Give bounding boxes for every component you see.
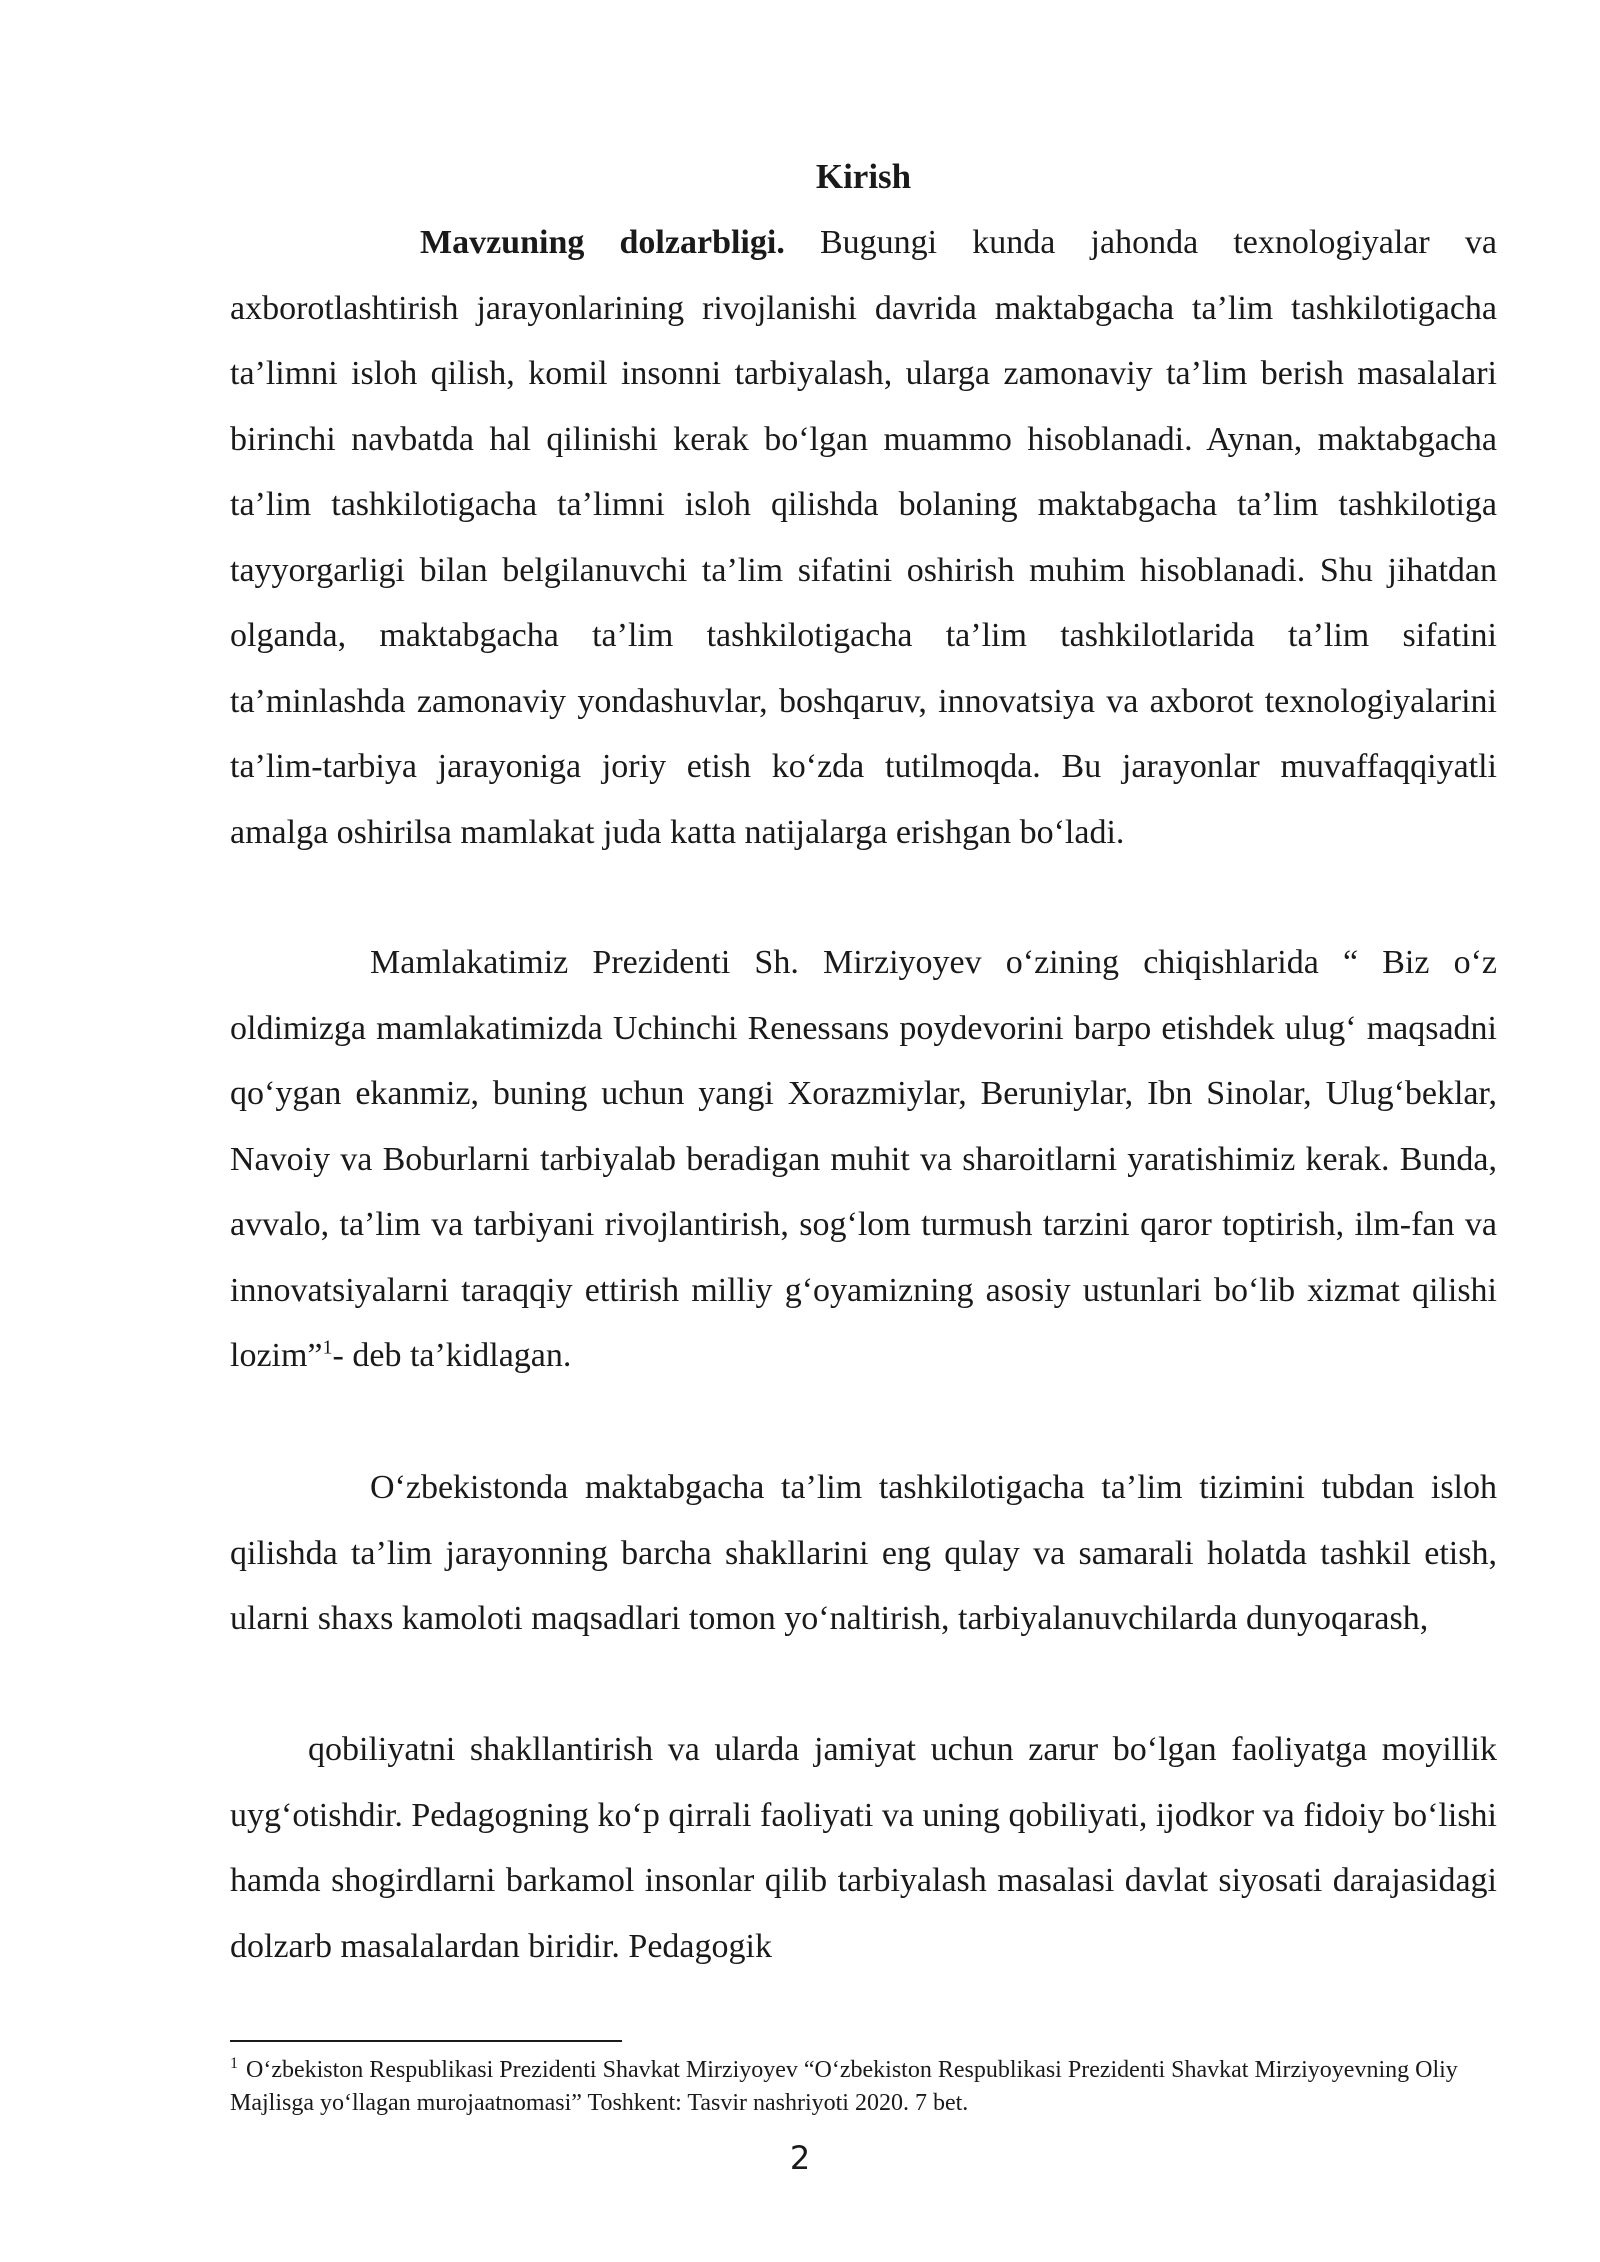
paragraph-reform	[230, 1455, 1497, 1652]
paragraph-abilities	[230, 1717, 1497, 1979]
paragraph-text: O‘zbekistonda maktabgacha ta’lim tashkilotigacha ta’lim tizimini tubdan isloh qilishda ta’lim jarayonning barcha shakllarini eng qulay va samarali holatda tashkil etish, ularni shaxs kamoloti maqsadlari tomon yo‘naltirish, tarbiyalanuvchilarda dunyoqarash,	[230, 1469, 1497, 1637]
paragraph-relevance	[230, 210, 1497, 865]
footnote-number: 1	[230, 2055, 238, 2072]
paragraph-text: qobiliyatni shakllantirish va ularda jamiyat uchun zarur bo‘lgan faoliyatga moyillik uyg‘otishdir. Pedagogning ko‘p qirrali faoliyati va uning qobiliyati, ijodkor va fidoiy bo‘lishi hamda shogirdlarni barkamol insonlar qilib tarbiyalash masalasi davlat siyosati darajasidagi dolzarb masalalardan biridir. Pedagogik	[230, 1731, 1497, 1965]
footnote	[230, 2054, 1497, 2120]
paragraph-lead: Mavzuning dolzarbligi.	[420, 224, 785, 261]
footnote-separator	[230, 2040, 622, 2042]
page-number: 2	[789, 2139, 811, 2177]
footnote-reference[interactable]: 1	[322, 1336, 333, 1359]
footnote-text: O‘zbekiston Respublikasi Prezidenti Shavkat Mirziyoyev “O‘zbekiston Respublikasi Prezidenti Shavkat Mirziyoyevning Oliy Majlisga yo‘llagan murojaatnomasi” Toshkent: Tasvir nashriyoti 2020. 7 bet.	[230, 2057, 1458, 2116]
paragraph-text: Bugungi kunda jahonda texnologiyalar va axborotlashtirish jarayonlarining rivojlanishi davrida maktabgacha ta’lim tashkilotigacha ta’limni isloh qilish, komil insonni tarbiyalash, ularga zamonaviy ta’lim berish masalalari birinchi navbatda hal qilinishi kerak bo‘lgan muammo hisoblanadi. Aynan, maktabgacha ta’lim tashkilotigacha ta’limni isloh qilishda bolaning maktabgacha ta’lim tashkilotiga tayyorgarligi bilan belgilanuvchi ta’lim sifatini oshirish muhim hisoblanadi. Shu jihatdan olganda, maktabgacha ta’lim tashkilotigacha ta’lim tashkilotlarida ta’lim sifatini ta’minlashda zamonaviy yondashuvlar, boshqaruv, innovatsiya va axborot texnologiyalarini ta’lim-tarbiya jarayoniga joriy etish ko‘zda tutilmoqda. Bu jarayonlar muvaffaqqiyatli amalga oshirilsa mamlakat juda katta natijalarga erishgan bo‘ladi.	[230, 224, 1497, 851]
section-heading: Kirish	[815, 157, 912, 196]
paragraph-text: Mamlakatimiz Prezidenti Sh. Mirziyoyev o‘zining chiqishlarida “ Biz o‘z oldimizga mamlakatimizda Uchinchi Renessans poydevorini barpo etishdek ulug‘ maqsadni qo‘ygan ekanmiz, buning uchun yangi Xorazmiylar, Beruniylar, Ibn Sinolar, Ulug‘beklar, Navoiy va Boburlarni tarbiyalab beradigan muhit va sharoitlarni yaratishimiz kerak. Bunda, avvalo, ta’lim va tarbiyani rivojlantirish, sog‘lom turmush tarzini qaror toptirish, ilm-fan va innovatsiyalarni taraqqiy ettirish milliy g‘oyamizning asosiy ustunlari bo‘lib xizmat qilishi lozim”	[230, 944, 1497, 1374]
paragraph-president-quote	[230, 930, 1497, 1389]
paragraph-text: - deb ta’kidlagan.	[332, 1337, 572, 1374]
